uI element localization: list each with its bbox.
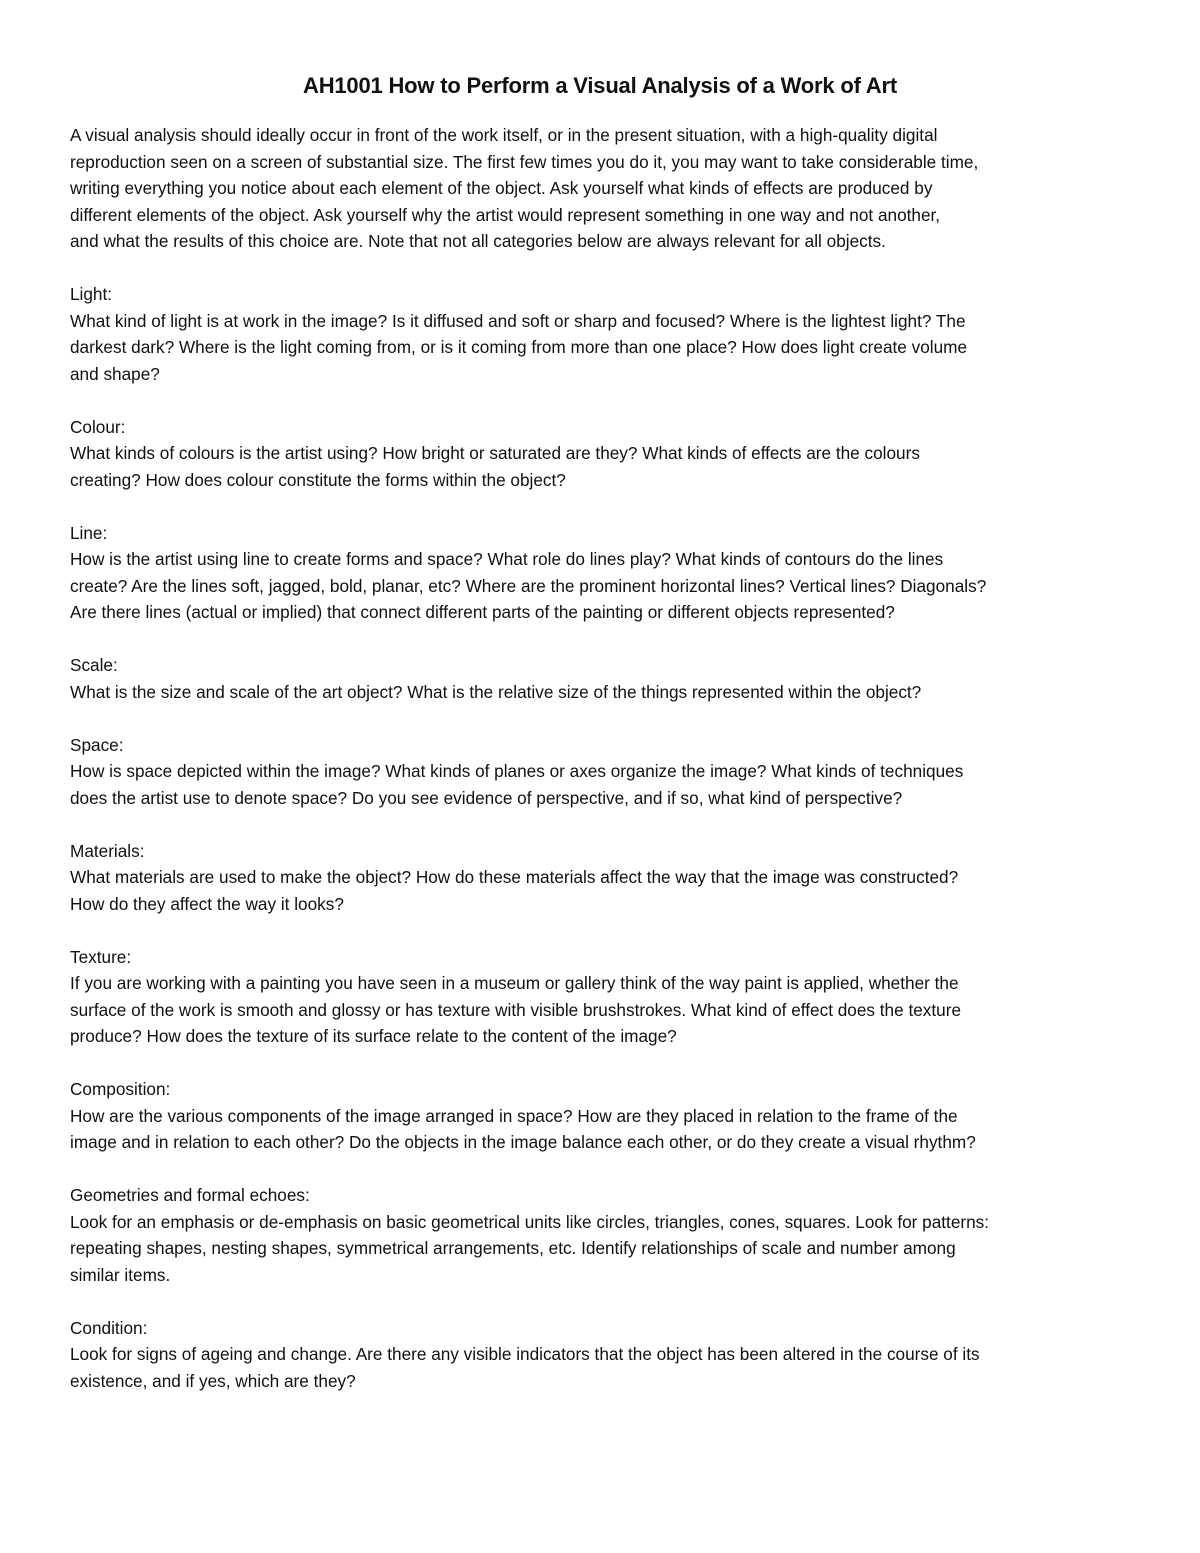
section-colour <box>70 414 1130 494</box>
section-heading: Composition: <box>70 1079 171 1099</box>
body-line: How do they affect the way it looks? <box>70 893 344 914</box>
body-line: repeating shapes, nesting shapes, symmetrical arrangements, etc. Identify relationships of scale and number among <box>70 1238 956 1258</box>
body-line: similar items. <box>70 1264 171 1285</box>
body-line: What kind of light is at work in the image? Is it diffused and soft or sharp and focused? Where is the lightest light? The <box>70 310 966 331</box>
body-line: If you are working with a painting you have seen in a museum or gallery think of the way paint is applied, whether the <box>70 973 959 993</box>
body-line: How is space depicted within the image? What kinds of planes or axes organize the image? What kinds of techniques <box>70 761 964 781</box>
body-line: What is the size and scale of the art object? What is the relative size of the things represented within the object? <box>70 681 922 702</box>
body-line: surface of the work is smooth and glossy or has texture with visible brushstrokes. What kind of effect does the texture <box>70 999 961 1020</box>
section-heading: Materials: <box>70 840 145 861</box>
body-line: Are there lines (actual or implied) that connect different parts of the painting or different objects represented? <box>70 602 895 622</box>
section-body <box>70 758 1130 811</box>
intro-paragraph <box>70 122 1130 255</box>
section-body <box>70 1103 1130 1156</box>
section-composition <box>70 1076 1130 1156</box>
body-line: image and in relation to each other? Do the objects in the image balance each other, or do they create a visual rhythm? <box>70 1132 976 1152</box>
section-heading: Texture: <box>70 946 132 967</box>
section-heading: Geometries and formal echoes: <box>70 1185 310 1205</box>
intro-line: A visual analysis should ideally occur in front of the work itself, or in the present situation, with a high-quality digital <box>70 125 938 145</box>
section-heading: Condition: <box>70 1317 148 1338</box>
body-line: produce? How does the texture of its surface relate to the content of the image? <box>70 1026 677 1046</box>
page-title: AH1001 How to Perform a Visual Analysis of a Work of Art <box>303 73 897 98</box>
body-line: Look for an emphasis or de-emphasis on basic geometrical units like circles, triangles, cones, squares. Look for patterns: <box>70 1211 990 1232</box>
body-line: create? Are the lines soft, jagged, bold, planar, etc? Where are the prominent horizontal lines? Vertical lines? Diagonals? <box>70 575 987 596</box>
section-body <box>70 308 1130 388</box>
intro-line: writing everything you notice about each element of the object. Ask yourself what kinds of effects are produced by <box>70 178 933 198</box>
section-materials <box>70 838 1130 918</box>
section-body <box>70 440 1130 493</box>
body-line: and shape? <box>70 363 160 384</box>
section-geometries <box>70 1182 1130 1288</box>
body-line: does the artist use to denote space? Do you see evidence of perspective, and if so, what kind of perspective? <box>70 787 903 808</box>
intro-line: different elements of the object. Ask yourself why the artist would represent something in one way and not another, <box>70 204 941 225</box>
section-body <box>70 679 1130 706</box>
section-body <box>70 546 1130 626</box>
section-body <box>70 864 1130 917</box>
section-heading: Scale: <box>70 655 118 675</box>
section-body <box>70 970 1130 1050</box>
section-condition <box>70 1315 1130 1395</box>
body-line: existence, and if yes, which are they? <box>70 1370 356 1391</box>
section-heading: Space: <box>70 734 124 755</box>
body-line: How is the artist using line to create forms and space? What role do lines play? What kinds of contours do the lines <box>70 549 944 569</box>
section-body <box>70 1341 1130 1394</box>
body-line: creating? How does colour constitute the forms within the object? <box>70 469 566 490</box>
section-heading: Colour: <box>70 416 126 437</box>
intro-line: and what the results of this choice are. Note that not all categories below are always relevant for all objects. <box>70 231 886 251</box>
section-space <box>70 732 1130 812</box>
section-heading: Light: <box>70 284 113 304</box>
body-line: How are the various components of the image arranged in space? How are they placed in relation to the frame of the <box>70 1105 958 1126</box>
section-line <box>70 520 1130 626</box>
intro-line: reproduction seen on a screen of substantial size. The first few times you do it, you may want to take considerable time, <box>70 151 979 172</box>
document-page <box>70 68 1130 1394</box>
body-line: What materials are used to make the object? How do these materials affect the way that the image was constructed? <box>70 867 959 887</box>
section-body <box>70 1209 1130 1289</box>
section-texture <box>70 944 1130 1050</box>
body-line: What kinds of colours is the artist using? How bright or saturated are they? What kinds of effects are the colours <box>70 443 920 463</box>
body-line: Look for signs of ageing and change. Are there any visible indicators that the object has been altered in the course of its <box>70 1344 980 1364</box>
section-light <box>70 281 1130 387</box>
section-scale <box>70 652 1130 705</box>
body-line: darkest dark? Where is the light coming from, or is it coming from more than one place? How does light create volume <box>70 337 968 357</box>
section-heading: Line: <box>70 522 108 543</box>
